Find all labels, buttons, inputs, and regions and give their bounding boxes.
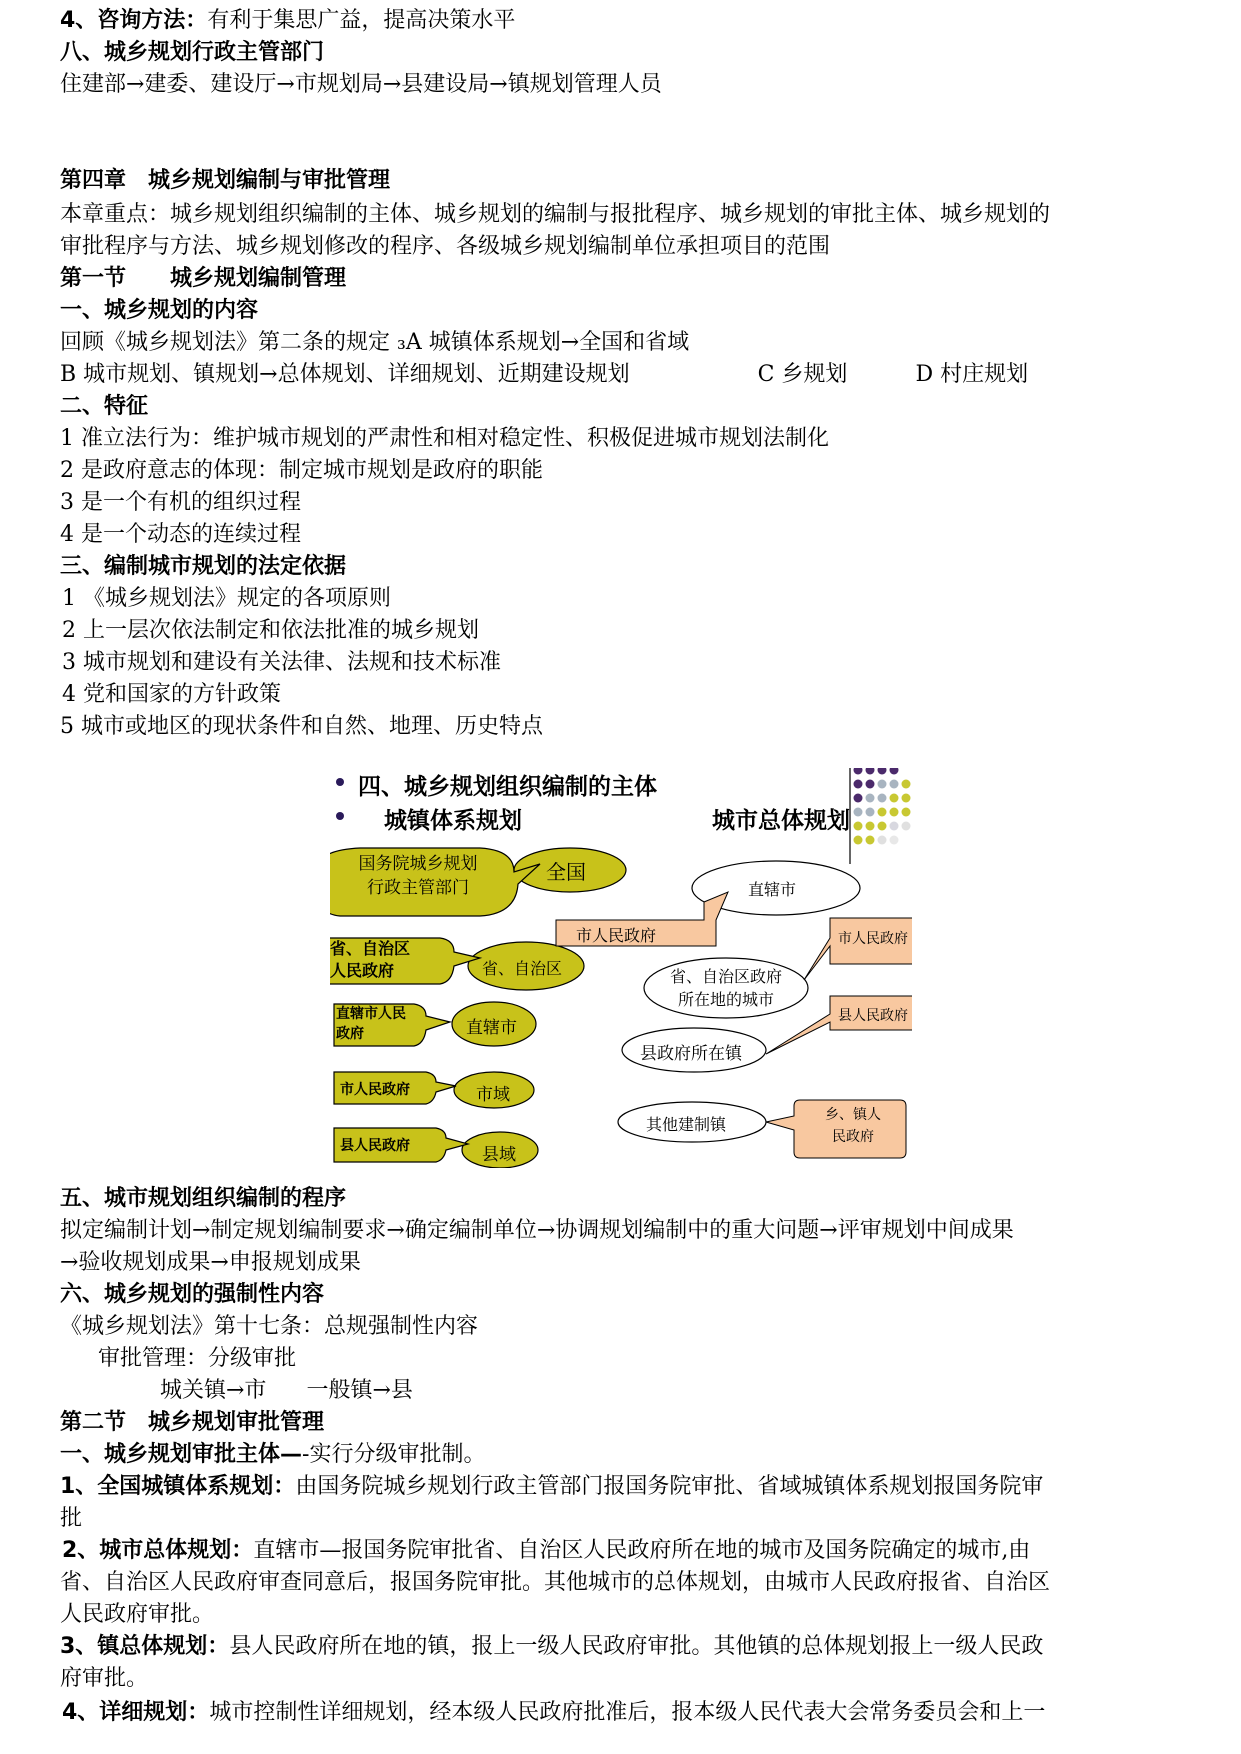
planning-subject-figure	[330, 768, 912, 1168]
heading-procedure: 五、城市规划组织编制的程序	[60, 1186, 347, 1211]
approval-level-b: 一般镇→县	[306, 1378, 413, 1403]
basis-3: 3 城市规划和建设有关法律、法规和技术标准	[62, 650, 501, 675]
procedure-line-1: 拟定编制计划→制定规划编制要求→确定编制单位→协调规划编制中的重大问题→评审规划中间成果	[60, 1218, 1014, 1243]
label-province-gov: 省、自治区 人民政府	[330, 939, 411, 980]
approval-subject-text: -实行分级审批制。	[302, 1442, 486, 1467]
content-d: D 村庄规划	[915, 362, 1029, 387]
basis-4: 4 党和国家的方针政策	[62, 682, 281, 707]
label-town-gov: 乡、镇人 民政府	[825, 1107, 881, 1145]
approval-item-3-cont: 府审批。	[60, 1666, 149, 1691]
approval-item-3-label: 3、镇总体规划：	[60, 1634, 230, 1659]
approval-management: 审批管理：分级审批	[98, 1346, 297, 1371]
basis-1: 1 《城乡规划法》规定的各项原则	[62, 586, 391, 611]
label-right-city-gov-2: 市人民政府	[838, 931, 908, 947]
content-list-line	[60, 360, 1181, 390]
label-right-county-gov: 县人民政府	[838, 1008, 908, 1024]
approval-item-2	[62, 1536, 1181, 1566]
approval-item-1-cont: 批	[60, 1506, 83, 1531]
basis-2: 2 上一层次依法制定和依法批准的城乡规划	[62, 618, 479, 643]
approval-item-2-cont-1: 省、自治区人民政府审查同意后，报国务院审批。其他城市的总体规划，由城市人民政府报省、自治区	[60, 1570, 1051, 1595]
bullet-dot	[336, 778, 344, 786]
content-c: C 乡规划	[757, 362, 848, 387]
label-right-municipality: 直辖市	[748, 880, 797, 899]
approval-item-1-text: 由国务院城乡规划行政主管部门报国务院审批、省域城镇体系规划报国务院审	[295, 1474, 1044, 1499]
approval-item-2-label: 2、城市总体规划：	[62, 1538, 254, 1563]
chapter-focus-line-2: 审批程序与方法、城乡规划修改的程序、各级城乡规划编制单位承担项目的范围	[60, 234, 831, 259]
label-authority: 国务院城乡规划 行政主管部门	[358, 854, 478, 898]
label-province: 省、自治区	[482, 959, 563, 978]
approval-levels	[160, 1376, 1181, 1406]
label-other-town: 其他建制镇	[646, 1115, 727, 1134]
section-1-title: 第一节 城乡规划编制管理	[60, 266, 347, 291]
line-consult-method	[60, 6, 1181, 36]
approval-item-3-text: 县人民政府所在地的镇，报上一级人民政府审批。其他镇的总体规划报上一级人民政	[229, 1634, 1044, 1659]
feature-2: 2 是政府意志的体现：制定城市规划是政府的职能	[60, 458, 543, 483]
decorative-dot-grid	[850, 768, 911, 864]
feature-3: 3 是一个有机的组织过程	[60, 490, 301, 515]
figure-col-right: 城市总体规划	[712, 808, 850, 834]
heading-content: 一、城乡规划的内容	[60, 298, 259, 323]
admin-chain: 住建部→建委、建设厅→市规划局→县建设局→镇规划管理人员	[60, 72, 662, 97]
consult-method-text: 有利于集思广益，提高决策水平	[207, 8, 516, 33]
label-county-area: 县域	[482, 1145, 516, 1165]
label-city-gov: 市人民政府	[340, 1082, 410, 1098]
label-county-town: 县政府所在镇	[640, 1044, 742, 1064]
law-article-17: 《城乡规划法》第十七条：总规强制性内容	[60, 1314, 479, 1339]
approval-item-1-label: 1、全国城镇体系规划：	[60, 1474, 296, 1499]
label-city-area: 市域	[476, 1085, 510, 1105]
figure-title: 四、城乡规划组织编制的主体	[358, 774, 657, 800]
review-law: 回顾《城乡规划法》第二条的规定 ₃A 城镇体系规划→全国和省域	[60, 330, 690, 355]
label-municipality-gov: 直辖市人民 政府	[336, 1006, 406, 1042]
approval-item-4-label: 4、详细规划：	[62, 1700, 210, 1725]
feature-4: 4 是一个动态的连续过程	[60, 522, 301, 547]
procedure-line-2: →验收规划成果→申报规划成果	[60, 1250, 361, 1275]
approval-subject-heading	[60, 1440, 1181, 1470]
heading-mandatory-content: 六、城乡规划的强制性内容	[60, 1282, 325, 1307]
heading-legal-basis: 三、编制城市规划的法定依据	[60, 554, 347, 579]
feature-1: 1 准立法行为：维护城市规划的严肃性和相对稳定性、积极促进城市规划法制化	[60, 426, 829, 451]
approval-subject-label: 一、城乡规划审批主体—	[60, 1442, 303, 1467]
basis-5: 5 城市或地区的现状条件和自然、地理、历史特点	[60, 714, 543, 739]
label-county-gov: 县人民政府	[340, 1138, 410, 1154]
approval-item-4	[62, 1698, 1181, 1728]
approval-item-4-text: 城市控制性详细规划，经本级人民政府批准后，报本级人民代表大会常务委员会和上一	[209, 1700, 1046, 1725]
label-nation: 全国	[546, 860, 586, 884]
heading-features: 二、特征	[60, 394, 149, 419]
section-2-title: 第二节 城乡规划审批管理	[60, 1410, 325, 1435]
approval-item-3	[60, 1632, 1181, 1662]
chapter-focus-line-1: 本章重点：城乡规划组织编制的主体、城乡规划的编制与报批程序、城乡规划的审批主体、城乡规划的	[60, 202, 1051, 227]
consult-method-label: 4、咨询方法：	[60, 8, 208, 33]
chapter-title: 第四章 城乡规划编制与审批管理	[60, 168, 391, 193]
approval-item-2-text: 直辖市—报国务院审批省、自治区人民政府所在地的城市及国务院确定的城市,由	[253, 1538, 1031, 1563]
approval-item-1	[60, 1472, 1181, 1502]
bullet-dot	[336, 812, 344, 820]
approval-level-a: 城关镇→市	[160, 1378, 267, 1403]
approval-item-2-cont-2: 人民政府审批。	[60, 1602, 215, 1627]
heading-admin-department: 八、城乡规划行政主管部门	[60, 40, 325, 65]
label-right-city-gov-1: 市人民政府	[576, 926, 657, 945]
content-b: B 城市规划、镇规划→总体规划、详细规划、近期建设规划	[60, 362, 630, 387]
label-municipality: 直辖市	[466, 1018, 517, 1038]
figure-col-left: 城镇体系规划	[384, 808, 522, 834]
label-prov-capital: 省、自治区政府 所在地的城市	[669, 967, 782, 1009]
